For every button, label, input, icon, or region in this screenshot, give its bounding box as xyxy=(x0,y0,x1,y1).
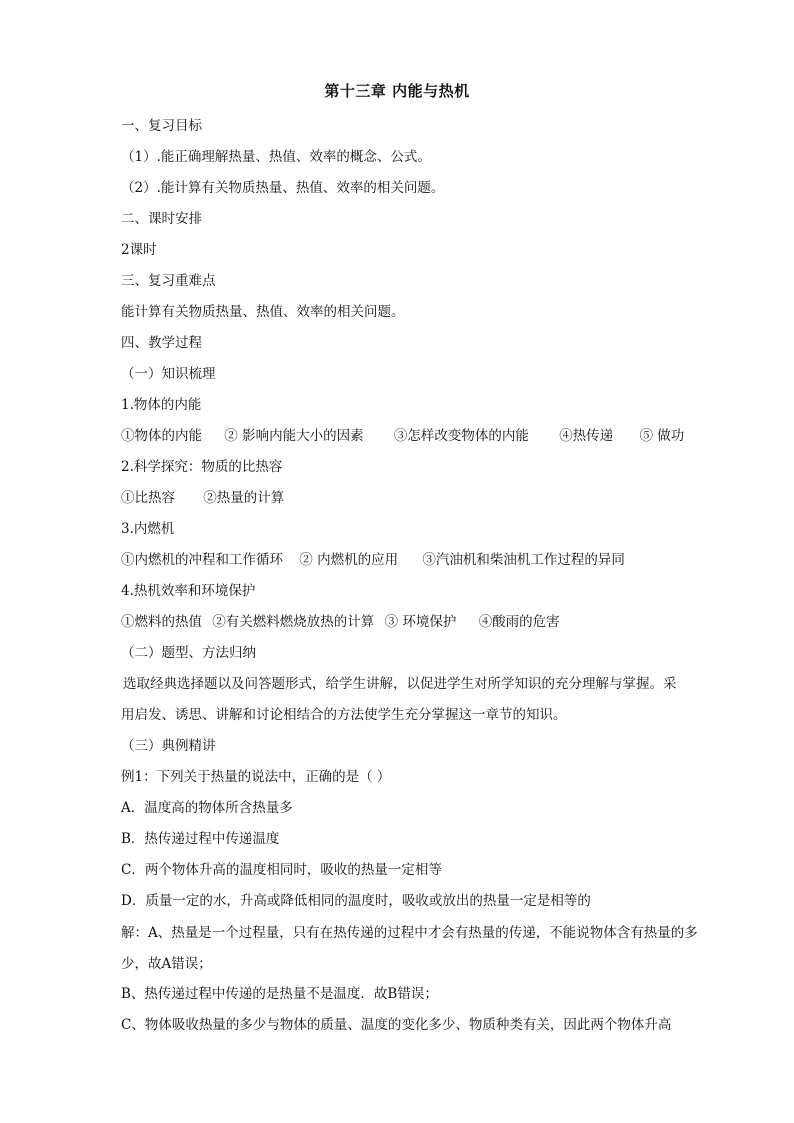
list-item: ② 影响内能大小的因素 xyxy=(224,428,364,444)
list-item: ③ 环境保护 xyxy=(384,614,457,630)
goal-1: （1）.能正确理解热量、热值、效率的概念、公式。 xyxy=(121,149,431,165)
list-item: ② 内燃机的应用 xyxy=(299,552,399,568)
list-item: ①物体的内能 xyxy=(121,428,202,444)
example-question: 例1：下列关于热量的说法中，正确的是（ ） xyxy=(121,769,391,785)
part-heading-methods: （二）题型、方法归纳 xyxy=(121,645,256,661)
list-item: ③汽油机和柴油机工作过程的异同 xyxy=(422,552,625,568)
class-hours: 2课时 xyxy=(121,242,157,258)
topic-4-items xyxy=(121,612,560,632)
list-item: ①燃料的热值 xyxy=(121,614,202,630)
option-a: A．温度高的物体所含热量多 xyxy=(121,800,293,816)
solution-c: C、物体吸收热量的多少与物体的质量、温度的变化多少、物质种类有关，因此两个物体升高 xyxy=(121,1017,672,1033)
topic-2: 2.科学探究：物质的比热容 xyxy=(121,459,283,475)
list-item: ④酸雨的危害 xyxy=(478,614,560,630)
option-d: D．质量一定的水，升高或降低相同的温度时，吸收或放出的热量一定是相等的 xyxy=(121,893,591,909)
list-item: ②有关燃料燃烧放热的计算 xyxy=(212,614,375,630)
option-b: B．热传递过程中传递温度 xyxy=(121,831,280,847)
topic-1: 1.物体的内能 xyxy=(121,397,202,413)
section-heading-process: 四、教学过程 xyxy=(121,335,202,351)
topic-2-items xyxy=(121,488,284,508)
option-c: C．两个物体升高的温度相同时，吸收的热量一定相等 xyxy=(121,862,442,878)
section-heading-key-points: 三、复习重难点 xyxy=(121,273,216,289)
topic-3-items xyxy=(121,550,625,570)
list-item: ①比热容 xyxy=(121,490,175,506)
method-paragraph: 选取经典选择题以及问答题形式，给学生讲解，以促进学生对所学知识的充分理解与掌握。采用启发、诱思、讲解和讨论相结合的方法使学生充分掌握这一章节的知识。 xyxy=(121,676,677,723)
list-item: ⑤ 做功 xyxy=(639,428,685,444)
part-heading-examples: （三）典例精讲 xyxy=(121,738,216,754)
section-heading-goals: 一、复习目标 xyxy=(121,118,202,134)
list-item: ④热传递 xyxy=(559,428,614,444)
topic-4: 4.热机效率和环境保护 xyxy=(121,583,256,599)
part-heading-knowledge: （一）知识梳理 xyxy=(121,366,216,382)
list-item: ③怎样改变物体的内能 xyxy=(393,428,529,444)
list-item: ①内燃机的冲程和工作循环 xyxy=(121,552,283,568)
solution-a: 解：A、热量是一个过程量，只有在热传递的过程中才会有热量的传递，不能说物体含有热量的多少，故A错误； xyxy=(121,925,698,972)
list-item: ②热量的计算 xyxy=(203,490,285,506)
key-point: 能计算有关物质热量、热值、效率的相关问题。 xyxy=(121,304,405,320)
topic-3: 3.内燃机 xyxy=(121,521,175,537)
solution-b: B、热传递过程中传递的是热量不是温度．故B错误； xyxy=(121,986,438,1002)
chapter-title: 第十三章 内能与热机 xyxy=(324,82,470,100)
goal-2: （2）.能计算有关物质热量、热值、效率的相关问题。 xyxy=(121,180,445,196)
section-heading-schedule: 二、课时安排 xyxy=(121,211,202,227)
topic-1-items xyxy=(121,426,684,446)
